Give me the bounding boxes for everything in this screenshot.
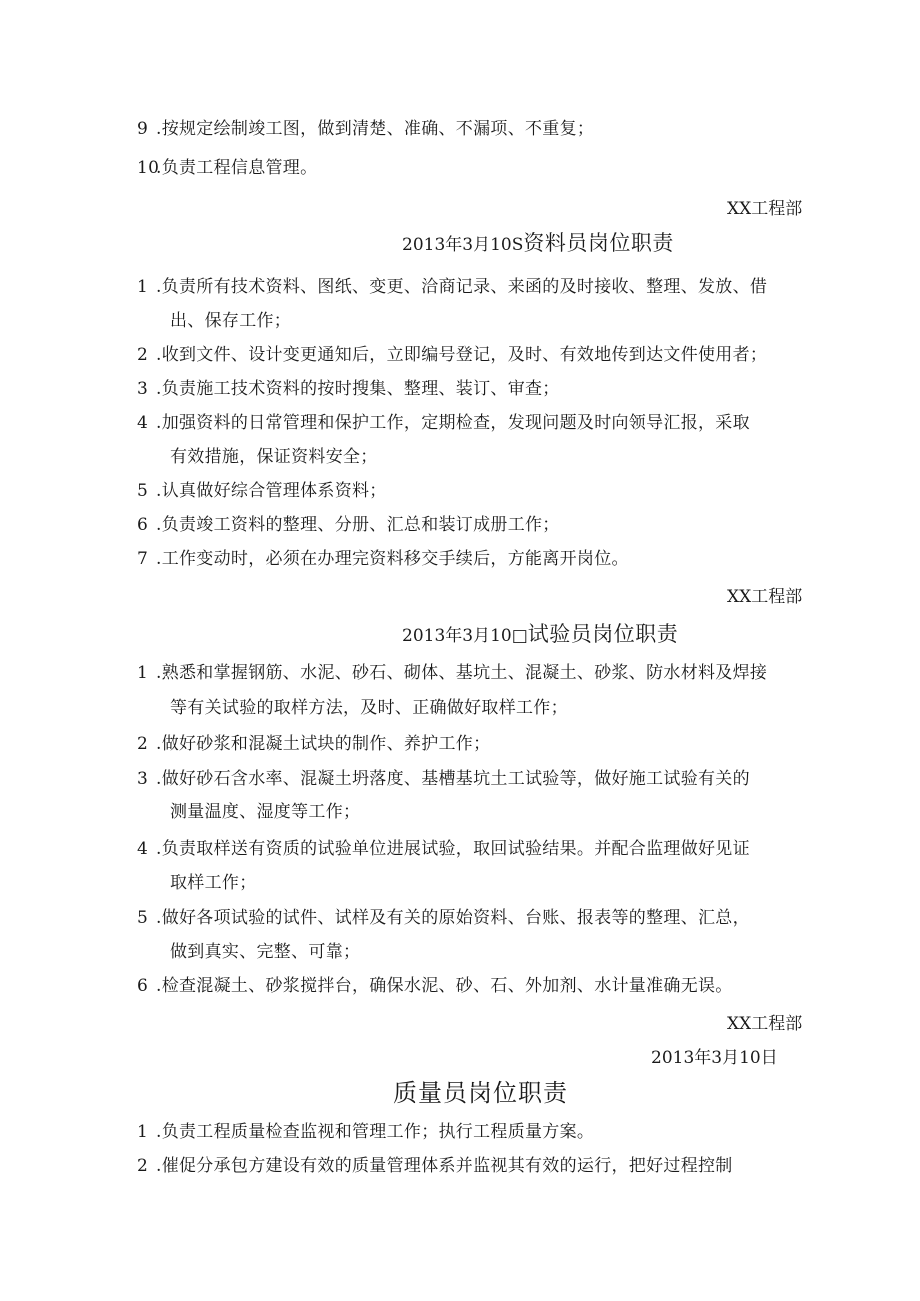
item-text: .按规定绘制竣工图，做到清楚、准确、不漏项、不重复； [156,119,595,139]
date-stamp: 2013年3月10S [402,235,524,255]
item-text: .做好砂石含水率、混凝土坍落度、基槽基坑土工试验等，做好施工试验有关的 [156,769,750,789]
section-header-archivist [402,232,674,256]
item-text: .熟悉和掌握钢筋、水泥、砂石、砌体、基坑土、混凝土、砂浆、防水材料及焊接 [156,663,768,683]
item-text: .负责工程信息管理。 [156,158,318,178]
item-number: 6 [137,515,149,535]
signature: XX工程部 [727,1014,803,1034]
item-number: 4 [137,413,149,433]
date-stamp: 2013年3月10日 [651,1048,778,1068]
item-number: 2 [137,345,149,365]
section-title: 试验员岗位职责 [527,622,679,646]
item-text: .加强资料的日常管理和保护工作，定期检查，发现问题及时向领导汇报，采取 [156,413,750,433]
item-text-cont: 出、保存工作； [170,311,292,331]
item-number: 5 [137,908,149,928]
item-text: .认真做好综合管理体系资料； [156,481,387,501]
item-text-cont: 做到真实、完整、可靠； [170,942,361,962]
signature: XX工程部 [727,587,803,607]
item-number: 2 [137,1156,149,1176]
item-text: .做好各项试验的试件、试样及有关的原始资料、台账、报表等的整理、汇总， [156,908,750,928]
date-stamp: 2013年3月10□ [402,626,528,646]
item-text-cont: 取样工作； [170,873,257,893]
item-number: 9 [137,119,149,139]
item-text: .催促分承包方建设有效的质量管理体系并监视其有效的运行，把好过程控制 [156,1156,733,1176]
item-text: .工作变动时，必须在办理完资料移交手续后，方能离开岗位。 [156,549,629,569]
item-text-cont: 有效措施，保证资料安全； [170,447,378,467]
item-text: .收到文件、设计变更通知后，立即编号登记，及时、有效地传到达文件使用者； [156,345,768,365]
item-number: 1 [137,1122,149,1142]
item-number: 6 [137,976,149,996]
item-text: .负责施工技术资料的按时搜集、整理、装订、审查； [156,379,560,399]
item-number: 7 [137,549,149,569]
item-number: 10 [137,158,160,178]
item-number: 2 [137,734,149,754]
item-text-cont: 等有关试验的取样方法，及时、正确做好取样工作； [170,698,568,718]
item-text: .负责工程质量检查监视和管理工作；执行工程质量方案。 [156,1122,595,1142]
item-number: 1 [137,277,149,297]
item-text: .负责竣工资料的整理、分册、汇总和装订成册工作； [156,515,560,535]
section-title: 资料员岗位职责 [523,231,674,255]
section-title: 质量员岗位职责 [393,1079,568,1107]
item-text: .负责所有技术资料、图纸、变更、洽商记录、来函的及时接收、整理、发放、借 [156,277,768,297]
item-number: 4 [137,839,149,859]
item-text: .检查混凝土、砂浆搅拌台，确保水泥、砂、石、外加剂、水计量准确无误。 [156,976,733,996]
item-number: 3 [137,379,149,399]
item-number: 3 [137,769,149,789]
section-header-tester [402,623,678,647]
signature: XX工程部 [727,199,803,219]
item-number: 1 [137,663,149,683]
item-text: .做好砂浆和混凝土试块的制作、养护工作； [156,734,491,754]
item-text: .负责取样送有资质的试验单位进展试验，取回试验结果。并配合监理做好见证 [156,839,750,859]
item-number: 5 [137,481,149,501]
item-text-cont: 测量温度、湿度等工作； [170,802,361,822]
